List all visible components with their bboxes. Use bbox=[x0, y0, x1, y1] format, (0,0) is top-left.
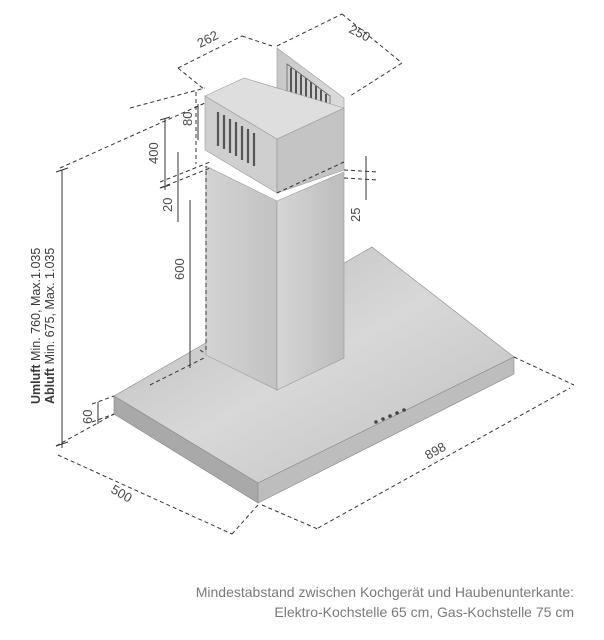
dim-600: 600 bbox=[172, 258, 187, 280]
control-button bbox=[388, 414, 392, 418]
control-button bbox=[402, 408, 406, 412]
control-button bbox=[381, 417, 385, 421]
chimney bbox=[205, 48, 344, 390]
svg-text:Umluft Min. 760, Max.1.035 bbox=[29, 248, 43, 404]
control-button bbox=[395, 411, 399, 415]
chimney-lower-right bbox=[277, 172, 344, 390]
dim-25: 25 bbox=[348, 207, 363, 222]
dim-898: 898 bbox=[422, 438, 449, 463]
control-button bbox=[374, 420, 378, 424]
svg-text:Abluft Min. 675, Max. 1.035 bbox=[43, 248, 57, 404]
dim-20: 20 bbox=[160, 197, 175, 212]
dim-60: 60 bbox=[80, 409, 95, 424]
chimney-lower-left bbox=[206, 166, 277, 390]
umluft-label: Umluft bbox=[29, 364, 43, 404]
dim-80: 80 bbox=[180, 111, 195, 126]
caption-line-2: Elektro-Kochstelle 65 cm, Gas-Kochstelle 75 cm bbox=[274, 604, 574, 620]
dim-500: 500 bbox=[108, 481, 135, 506]
height-range-label bbox=[29, 248, 57, 404]
caption-line-1: Mindestabstand zwischen Kochgerät und Haubenunterkante: bbox=[195, 584, 574, 600]
dim-262: 262 bbox=[194, 27, 221, 51]
abluft-range: Min. 675, Max. 1.035 bbox=[43, 247, 57, 368]
dim-400: 400 bbox=[146, 142, 161, 164]
dim-250: 250 bbox=[346, 21, 373, 45]
umluft-range: Min. 760, Max.1.035 bbox=[29, 247, 43, 365]
abluft-label: Abluft bbox=[43, 367, 57, 404]
